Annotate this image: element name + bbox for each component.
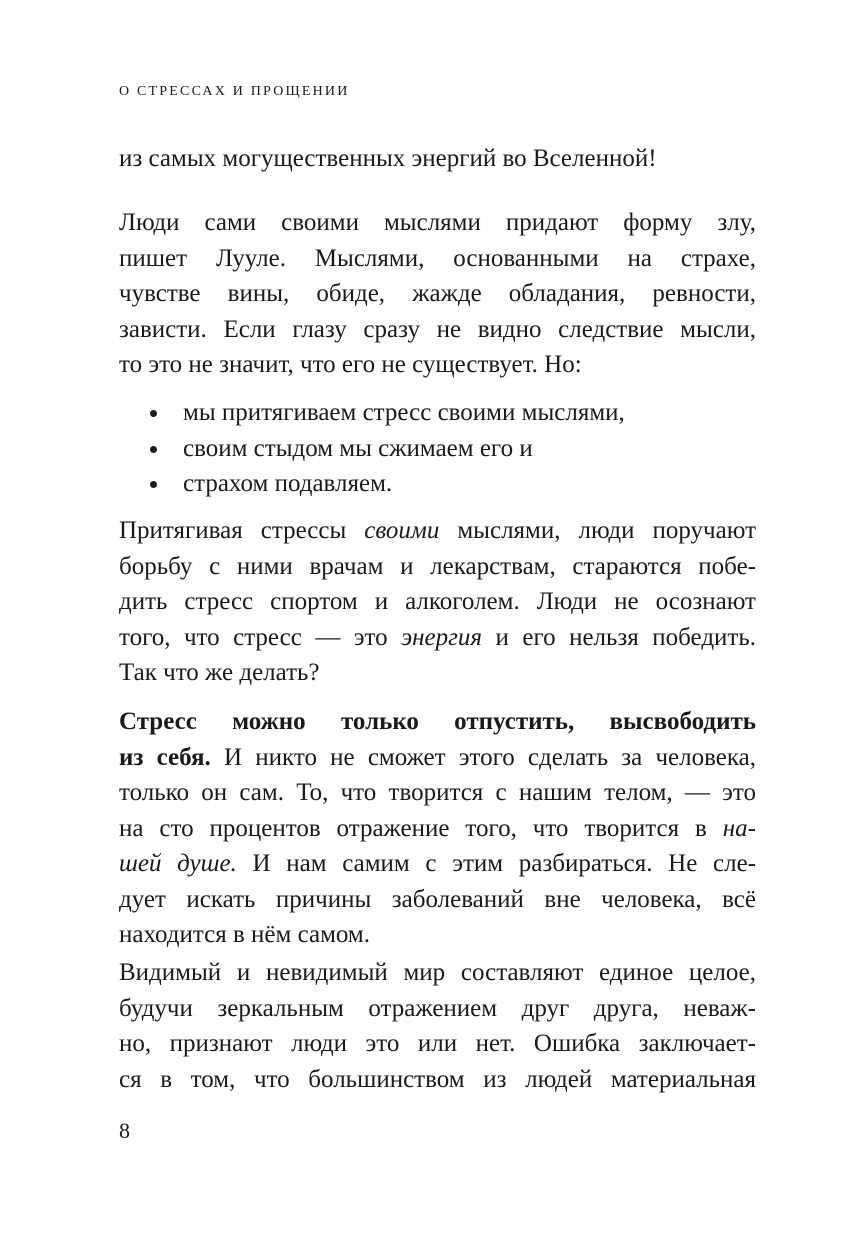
paragraph (119, 704, 756, 953)
bullet-icon (150, 481, 157, 488)
list-item-text: своим стыдом мы сжимаем его и (183, 434, 533, 462)
text-line: будучи зеркальным отражением друг друга, неваж- (119, 994, 756, 1022)
italic-text: энергия (401, 623, 483, 651)
text-line: из самых могущественных энергий во Вселенной! (119, 145, 657, 172)
list-item-text: мы притягиваем стресс своими мыслями, (183, 399, 625, 426)
text-line: Так что же делать? (119, 659, 320, 686)
text-line (119, 513, 756, 549)
bold-text: из себя. (119, 743, 211, 771)
list-item-text: страхом подавляем. (183, 470, 393, 497)
text-span: того, что стресс — это (119, 623, 402, 651)
text-line: Люди сами своими мыслями придают форму злу, (119, 209, 756, 236)
paragraph (119, 955, 756, 1097)
italic-text: на- (722, 814, 756, 842)
text-line: но, признают люди это или нет. Ошибка заключает- (119, 1030, 756, 1057)
list-item (119, 466, 759, 502)
running-head: О СТРЕССАХ И ПРОЩЕНИИ (119, 84, 350, 99)
text-line: чувстве вины, обиде, жажде обладания, ревности, (119, 280, 756, 307)
text-span: и его нельзя победить. (482, 623, 756, 651)
paragraph (119, 205, 756, 383)
text-line: ся в том, что большинством из людей материальная (119, 1065, 756, 1093)
text-line: то это не значит, что его не существует. Но: (119, 351, 582, 378)
text-line: дить стресс спортом и алкоголем. Люди не осознают (119, 588, 756, 615)
text-line: борьбу с ними врачам и лекарствам, стараются побе- (119, 552, 756, 580)
list-item (119, 431, 759, 467)
paragraph-continuation (119, 141, 756, 177)
text-line: зависти. Если глазу сразу не видно следствие мысли, (119, 315, 756, 343)
text-line (119, 620, 756, 656)
bullet-icon (150, 410, 157, 417)
italic-text: своими (364, 517, 440, 544)
text-span: Притягивая стрессы (119, 517, 365, 544)
text-span: И никто не сможет этого сделать за человека, (210, 743, 756, 771)
text-line: дует искать причины заболеваний вне человека, всё (119, 885, 756, 913)
list-item (119, 395, 759, 431)
text-span: мыслями, люди поручают (439, 517, 756, 544)
text-line (119, 704, 756, 740)
text-line (119, 846, 756, 882)
bold-text: Стресс можно только отпустить, высвободить (119, 708, 756, 735)
italic-text: шей душе. (119, 850, 237, 877)
text-span: И нам самим с этим разбираться. Не сле- (236, 850, 756, 877)
text-line: Видимый и невидимый мир составляют единое целое, (119, 959, 756, 986)
text-line: пишет Лууле. Мыслями, основанными на страхе, (119, 244, 756, 272)
paragraph (119, 513, 756, 691)
bullet-icon (150, 446, 157, 453)
text-line (119, 740, 756, 776)
text-line: только он сам. То, что творится с нашим телом, — это (119, 779, 756, 806)
bullet-list (119, 395, 759, 502)
text-span: на сто процентов отражение того, что творится в (119, 814, 723, 842)
page-number: 8 (119, 1118, 130, 1143)
text-line: находится в нём самом. (119, 921, 370, 948)
text-line (119, 811, 756, 847)
